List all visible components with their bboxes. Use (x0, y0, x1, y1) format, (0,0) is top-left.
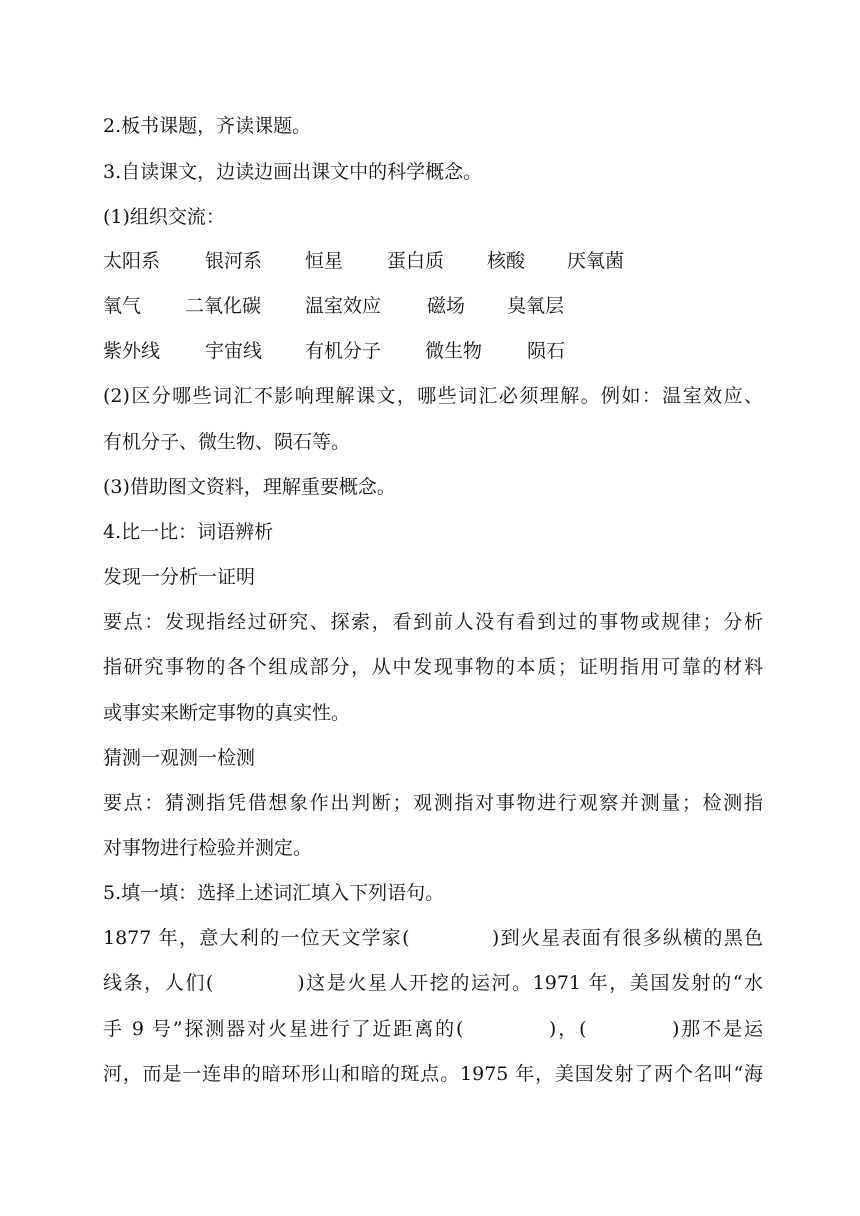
term: 臭氧层 (507, 295, 565, 317)
step-2: 2.板书课题，齐读课题。 (103, 115, 312, 137)
step-5: 5.填一填：选择上述词汇填入下列语句。 (103, 882, 445, 904)
term: 微生物 (425, 340, 483, 362)
term: 紫外线 (103, 340, 161, 362)
fill-paragraph-line-3: 手 9 号”探测器对火星进行了近距离的( )，( )那不是运 (103, 1018, 763, 1040)
substep-2-cont: 有机分子、微生物、陨石等。 (103, 431, 351, 453)
terms-row-1 (103, 249, 624, 273)
term: 温室效应 (305, 295, 382, 317)
term: 二氧化碳 (185, 295, 262, 317)
word-group-2: 猜测一观测一检测 (103, 747, 256, 769)
term: 氧气 (103, 295, 142, 317)
word-group-1: 发现一分析一证明 (103, 566, 256, 588)
term: 银河系 (205, 250, 263, 272)
term: 宇宙线 (205, 340, 263, 362)
term: 太阳系 (103, 250, 161, 272)
step-4: 4.比一比：词语辨析 (103, 521, 274, 543)
terms-row-2 (103, 294, 564, 318)
term: 厌氧菌 (567, 250, 625, 272)
key-point-2: 要点：猜测指凭借想象作出判断；观测指对事物进行观察并测量；检测指 (103, 792, 763, 814)
key-point-1: 要点：发现指经过研究、探索，看到前人没有看到过的事物或规律；分析 (103, 611, 763, 633)
terms-row-3 (103, 339, 565, 363)
key-point-1-cont: 指研究事物的各个组成部分，从中发现事物的本质；证明指用可靠的材料 (103, 656, 763, 678)
fill-paragraph-line-1: 1877 年，意大利的一位天文学家( )到火星表面有很多纵横的黑色 (103, 927, 763, 949)
substep-1: (1)组织交流： (103, 206, 225, 228)
term: 蛋白质 (387, 250, 445, 272)
fill-paragraph-line-4: 河，而是一连串的暗环形山和暗的斑点。1975 年，美国发射了两个名叫“海 (103, 1063, 763, 1085)
term: 有机分子 (305, 340, 382, 362)
term: 恒星 (305, 250, 344, 272)
key-point-1-end: 或事实来断定事物的真实性。 (103, 702, 351, 724)
term: 陨石 (527, 340, 566, 362)
term: 核酸 (487, 250, 526, 272)
substep-3: (3)借助图文资料，理解重要概念。 (103, 476, 396, 498)
key-point-2-end: 对事物进行检验并测定。 (103, 837, 313, 859)
substep-2: (2)区分哪些词汇不影响理解课文，哪些词汇必须理解。例如：温室效应、 (103, 385, 763, 407)
term: 磁场 (427, 295, 466, 317)
step-3: 3.自读课文，边读边画出课文中的科学概念。 (103, 161, 483, 183)
fill-paragraph-line-2: 线条，人们( )这是火星人开挖的运河。1971 年，美国发射的“水 (103, 972, 763, 994)
